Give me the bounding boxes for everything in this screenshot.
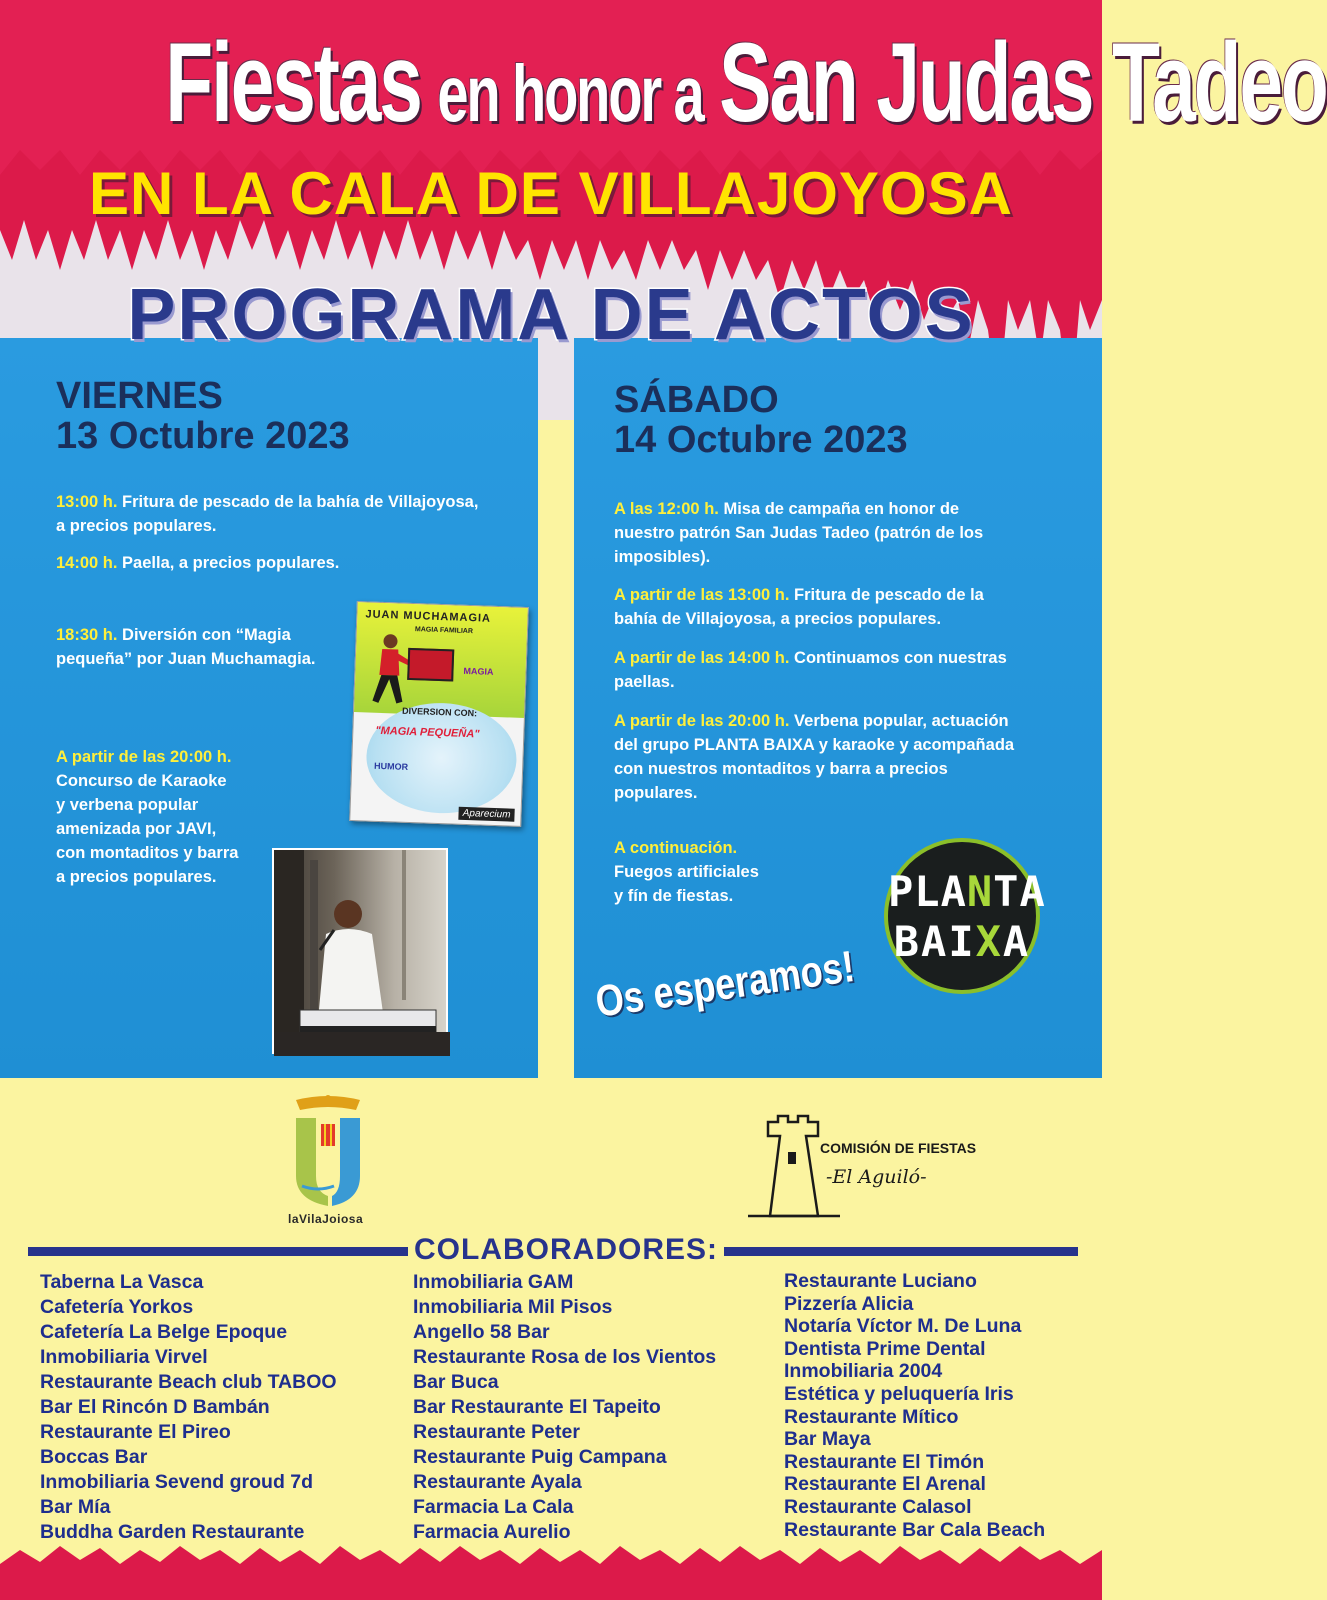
event-line: con nuestros montaditos y barra a precios bbox=[614, 760, 948, 778]
baixa-text: A bbox=[1002, 917, 1031, 966]
event-time: A partir de las 13:00 h. bbox=[614, 586, 790, 604]
planta-baixa-logo bbox=[884, 838, 1046, 994]
collab-item: Inmobiliaria 2004 bbox=[784, 1360, 943, 1383]
flyer-magia-pequena: "MAGIA PEQUEÑA" bbox=[375, 724, 480, 741]
collab-item: Estética y peluquería Iris bbox=[784, 1382, 1014, 1405]
collab-item: Restaurante Bar Cala Beach bbox=[784, 1518, 1046, 1541]
event-line: paellas. bbox=[614, 673, 675, 691]
event-text: Fritura de pescado de la bahía de Villajoyosa, bbox=[117, 493, 479, 511]
planta-line-1 bbox=[888, 867, 1046, 916]
friday-event-3 bbox=[56, 623, 315, 671]
planta-text: TA bbox=[993, 867, 1046, 916]
collab-item: Bar Restaurante El Tapeito bbox=[413, 1396, 661, 1418]
saturday-day: SÁBADO bbox=[614, 379, 779, 421]
collab-item: Restaurante El Arenal bbox=[784, 1473, 986, 1496]
event-line: del grupo PLANTA BAIXA y karaoke y acompañada bbox=[614, 736, 1015, 754]
event-line: nuestro patrón San Judas Tadeo (patrón de los bbox=[614, 524, 984, 542]
collab-item: Bar Mía bbox=[40, 1496, 111, 1518]
event-time: 13:00 h. bbox=[56, 493, 118, 511]
vila-joiosa-wordmark: laVilaJoiosa bbox=[288, 1212, 364, 1226]
saturday-heading bbox=[614, 380, 908, 460]
saturday-event-5 bbox=[614, 836, 759, 908]
collab-column-3 bbox=[784, 1270, 1045, 1541]
collab-item: Farmacia Aurelio bbox=[413, 1521, 571, 1543]
collab-item: Farmacia La Cala bbox=[413, 1496, 574, 1518]
planta-text-accent: N bbox=[966, 867, 994, 916]
collab-item: Restaurante Mítico bbox=[784, 1405, 959, 1428]
magician-flyer bbox=[349, 601, 529, 827]
collab-item: Restaurante Beach club TABOO bbox=[40, 1371, 337, 1393]
collab-item: Restaurante Peter bbox=[413, 1421, 580, 1443]
event-time: A continuación. bbox=[614, 839, 738, 857]
event-line: populares. bbox=[614, 784, 698, 802]
collab-item: Dentista Prime Dental bbox=[784, 1337, 986, 1360]
program-title: PROGRAMA DE ACTOS bbox=[127, 275, 975, 355]
collab-divider-right bbox=[724, 1247, 1078, 1256]
event-time: 18:30 h. bbox=[56, 626, 118, 644]
colaboradores-title: COLABORADORES: bbox=[414, 1233, 718, 1266]
aguilo-name: -El Aguiló- bbox=[826, 1166, 927, 1188]
collab-item: Cafetería Yorkos bbox=[40, 1296, 194, 1318]
collab-item: Restaurante Calasol bbox=[784, 1495, 972, 1518]
event-text: Diversión con “Magia bbox=[117, 626, 291, 644]
event-text-cont: pequeña” por Juan Muchamagia. bbox=[56, 650, 316, 668]
collab-column-2 bbox=[413, 1270, 716, 1545]
friday-heading bbox=[56, 376, 350, 456]
location-subtitle: EN LA CALA DE VILLAJOYOSA bbox=[89, 160, 1013, 227]
flyer-humor: HUMOR bbox=[373, 760, 409, 772]
singer-photo bbox=[272, 848, 448, 1054]
collab-item: Restaurante Luciano bbox=[784, 1270, 977, 1292]
collab-item: Inmobiliaria Mil Pisos bbox=[413, 1296, 613, 1318]
event-line: Fuegos artificiales bbox=[614, 863, 759, 881]
collab-item: Taberna La Vasca bbox=[40, 1271, 204, 1293]
collab-item: Inmobiliaria Sevend groud 7d bbox=[40, 1471, 314, 1493]
event-text: Fritura de pescado de la bbox=[789, 586, 984, 604]
event-text: Misa de campaña en honor de bbox=[718, 500, 960, 518]
saturday-date: 14 Octubre 2023 bbox=[614, 419, 908, 461]
friday-event-1 bbox=[56, 490, 478, 538]
suitcase-icon bbox=[407, 648, 454, 682]
event-time: A partir de las 14:00 h. bbox=[614, 649, 790, 667]
collab-item: Notaría Víctor M. De Luna bbox=[784, 1315, 1022, 1338]
collab-item: Restaurante Puig Campana bbox=[413, 1446, 667, 1468]
event-line: bahía de Villajoyosa, a precios populares. bbox=[614, 610, 942, 628]
collab-column-1 bbox=[40, 1270, 337, 1545]
closing-message: Os esperamos! bbox=[592, 941, 858, 1027]
collab-item: Bar Buca bbox=[413, 1371, 499, 1393]
saturday-event-3 bbox=[614, 646, 1007, 694]
event-time: A partir de las 20:00 h. bbox=[614, 712, 790, 730]
event-line: y verbena popular bbox=[56, 796, 199, 814]
collab-item: Pizzería Alicia bbox=[784, 1292, 914, 1315]
friday-event-2 bbox=[56, 551, 339, 575]
flyer-title: JUAN MUCHAMAGIA bbox=[365, 608, 492, 625]
collab-item: Buddha Garden Restaurante bbox=[40, 1521, 305, 1543]
collab-item: Restaurante El Pireo bbox=[40, 1421, 231, 1443]
flyer-brand: Aparecium bbox=[459, 807, 515, 822]
title-fiestas: Fiestas bbox=[165, 20, 421, 145]
baixa-text-accent: X bbox=[975, 917, 1003, 966]
event-line: y fín de fiestas. bbox=[614, 887, 734, 905]
collab-item: Angello 58 Bar bbox=[413, 1321, 550, 1343]
saturday-event-4 bbox=[614, 709, 1014, 805]
collab-item: Cafetería La Belge Epoque bbox=[40, 1321, 288, 1343]
event-line: con montaditos y barra bbox=[56, 844, 239, 862]
title-en-honor: en honor a bbox=[437, 49, 703, 138]
event-line: imposibles). bbox=[614, 548, 711, 566]
comision-title: COMISIÓN DE FIESTAS bbox=[820, 1140, 977, 1156]
event-line: a precios populares. bbox=[56, 868, 217, 886]
planta-text: PLA bbox=[888, 867, 967, 916]
event-time: 14:00 h. bbox=[56, 554, 118, 572]
main-title bbox=[165, 20, 1327, 149]
event-text: Verbena popular, actuación bbox=[789, 712, 1009, 730]
collab-item: Restaurante Ayala bbox=[413, 1471, 582, 1493]
singer-figure-icon bbox=[274, 850, 450, 1056]
event-line: Concurso de Karaoke bbox=[56, 772, 227, 790]
event-text: Paella, a precios populares. bbox=[117, 554, 340, 572]
friday-day: VIERNES bbox=[56, 375, 223, 417]
flyer-magia: MAGIA bbox=[463, 665, 494, 677]
collab-item: Boccas Bar bbox=[40, 1446, 148, 1468]
event-text-cont: a precios populares. bbox=[56, 517, 217, 535]
friday-event-4 bbox=[56, 745, 238, 889]
flyer-subtitle: MAGIA FAMILIAR bbox=[414, 626, 474, 636]
collab-item: Bar El Rincón D Bambán bbox=[40, 1396, 270, 1418]
collab-item: Bar Maya bbox=[784, 1428, 871, 1451]
vila-joiosa-crest-icon bbox=[288, 1096, 368, 1222]
collab-divider-left bbox=[28, 1247, 408, 1256]
title-saint: San Judas Tadeo bbox=[719, 20, 1327, 145]
flyer-diversion: DIVERSION CON: bbox=[401, 705, 478, 719]
event-time: A las 12:00 h. bbox=[614, 500, 719, 518]
collab-item: Restaurante El Timón bbox=[784, 1450, 985, 1473]
baixa-text: BAI bbox=[893, 917, 976, 966]
event-line: amenizada por JAVI, bbox=[56, 820, 217, 838]
saturday-event-2 bbox=[614, 583, 984, 631]
flyer-circle bbox=[365, 701, 519, 816]
planta-line-2 bbox=[888, 917, 1036, 966]
friday-date: 13 Octubre 2023 bbox=[56, 415, 350, 457]
event-text: Continuamos con nuestras bbox=[789, 649, 1007, 667]
saturday-event-1 bbox=[614, 497, 983, 569]
collab-item: Restaurante Rosa de los Vientos bbox=[413, 1346, 717, 1368]
collab-item: Inmobiliaria GAM bbox=[413, 1271, 574, 1293]
event-time: A partir de las 20:00 h. bbox=[56, 748, 232, 766]
collab-item: Inmobiliaria Virvel bbox=[40, 1346, 208, 1368]
red-torn-footer bbox=[0, 1540, 1102, 1600]
